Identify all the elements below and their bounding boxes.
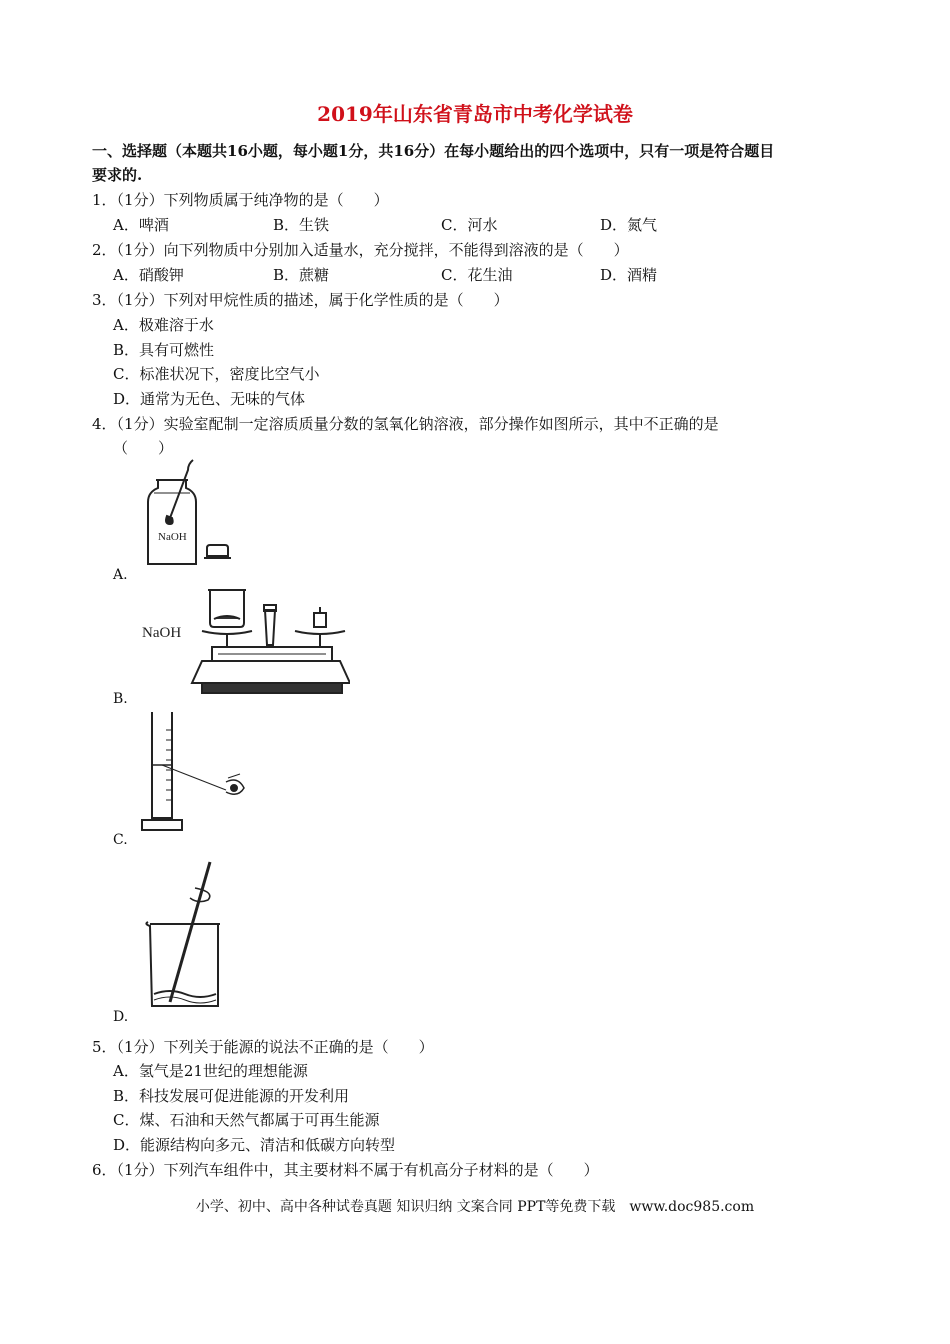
q4-label-b: B. bbox=[113, 691, 128, 707]
figure-b-label-text: NaOH bbox=[142, 625, 182, 641]
q1-option-c: C．河水 bbox=[441, 216, 498, 234]
q5-option-d: D．能源结构向多元、清洁和低碳方向转型 bbox=[113, 1136, 396, 1154]
q3-option-b: B．具有可燃性 bbox=[113, 341, 215, 359]
q1-option-b: B．生铁 bbox=[273, 216, 330, 234]
q3-option-d: D．通常为无色、无味的气体 bbox=[113, 390, 306, 408]
figure-d-beaker-stirring bbox=[140, 860, 230, 1010]
q2-option-a: A．硝酸钾 bbox=[113, 266, 184, 284]
q5-option-a: A．氢气是21世纪的理想能源 bbox=[113, 1062, 308, 1080]
q2-option-d: D．酒精 bbox=[600, 266, 658, 284]
question-4-stem-cont: （ ） bbox=[113, 439, 174, 457]
q1-option-a: A．啤酒 bbox=[113, 216, 169, 234]
q4-label-d: D. bbox=[113, 1009, 129, 1025]
q1-option-d: D．氮气 bbox=[600, 216, 658, 234]
section-heading-line2: 要求的. bbox=[92, 166, 143, 184]
q2-option-c: C．花生油 bbox=[441, 266, 513, 284]
question-2-stem: 2．（1分）向下列物质中分别加入适量水，充分搅拌，不能得到溶液的是（ ） bbox=[92, 241, 629, 259]
question-4-stem: 4．（1分）实验室配制一定溶质质量分数的氢氧化钠溶液，部分操作如图所示，其中不正确的是 bbox=[92, 415, 719, 433]
figure-a-reagent-bottle bbox=[140, 458, 250, 570]
q4-label-c: C. bbox=[113, 832, 128, 848]
q5-option-c: C．煤、石油和天然气都属于可再生能源 bbox=[113, 1111, 380, 1129]
q3-option-a: A．极难溶于水 bbox=[113, 316, 214, 334]
section-heading-line1: 一、选择题（本题共16小题，每小题1分，共16分）在每小题给出的四个选项中，只有一项是符合题目 bbox=[92, 142, 775, 160]
q2-option-b: B．蔗糖 bbox=[273, 266, 330, 284]
figure-b-balance bbox=[140, 585, 350, 697]
question-5-stem: 5．（1分）下列关于能源的说法不正确的是（ ） bbox=[92, 1038, 434, 1056]
question-3-stem: 3．（1分）下列对甲烷性质的描述，属于化学性质的是（ ） bbox=[92, 291, 509, 309]
question-6-stem: 6．（1分）下列汽车组件中，其主要材料不属于有机高分子材料的是（ ） bbox=[92, 1161, 599, 1179]
page-title: 2019年山东省青岛市中考化学试卷 bbox=[317, 102, 633, 126]
q4-label-a: A. bbox=[113, 567, 128, 583]
figure-a-label-text: NaOH bbox=[158, 531, 187, 543]
page-footer: 小学、初中、高中各种试卷真题 知识归纳 文案合同 PPT等免费下载 www.doc985.com bbox=[195, 1199, 755, 1215]
figure-c-graduated-cylinder bbox=[140, 710, 260, 835]
q3-option-c: C．标准状况下，密度比空气小 bbox=[113, 365, 320, 383]
q5-option-b: B．科技发展可促进能源的开发利用 bbox=[113, 1087, 350, 1105]
question-1-stem: 1．（1分）下列物质属于纯净物的是（ ） bbox=[92, 191, 389, 209]
